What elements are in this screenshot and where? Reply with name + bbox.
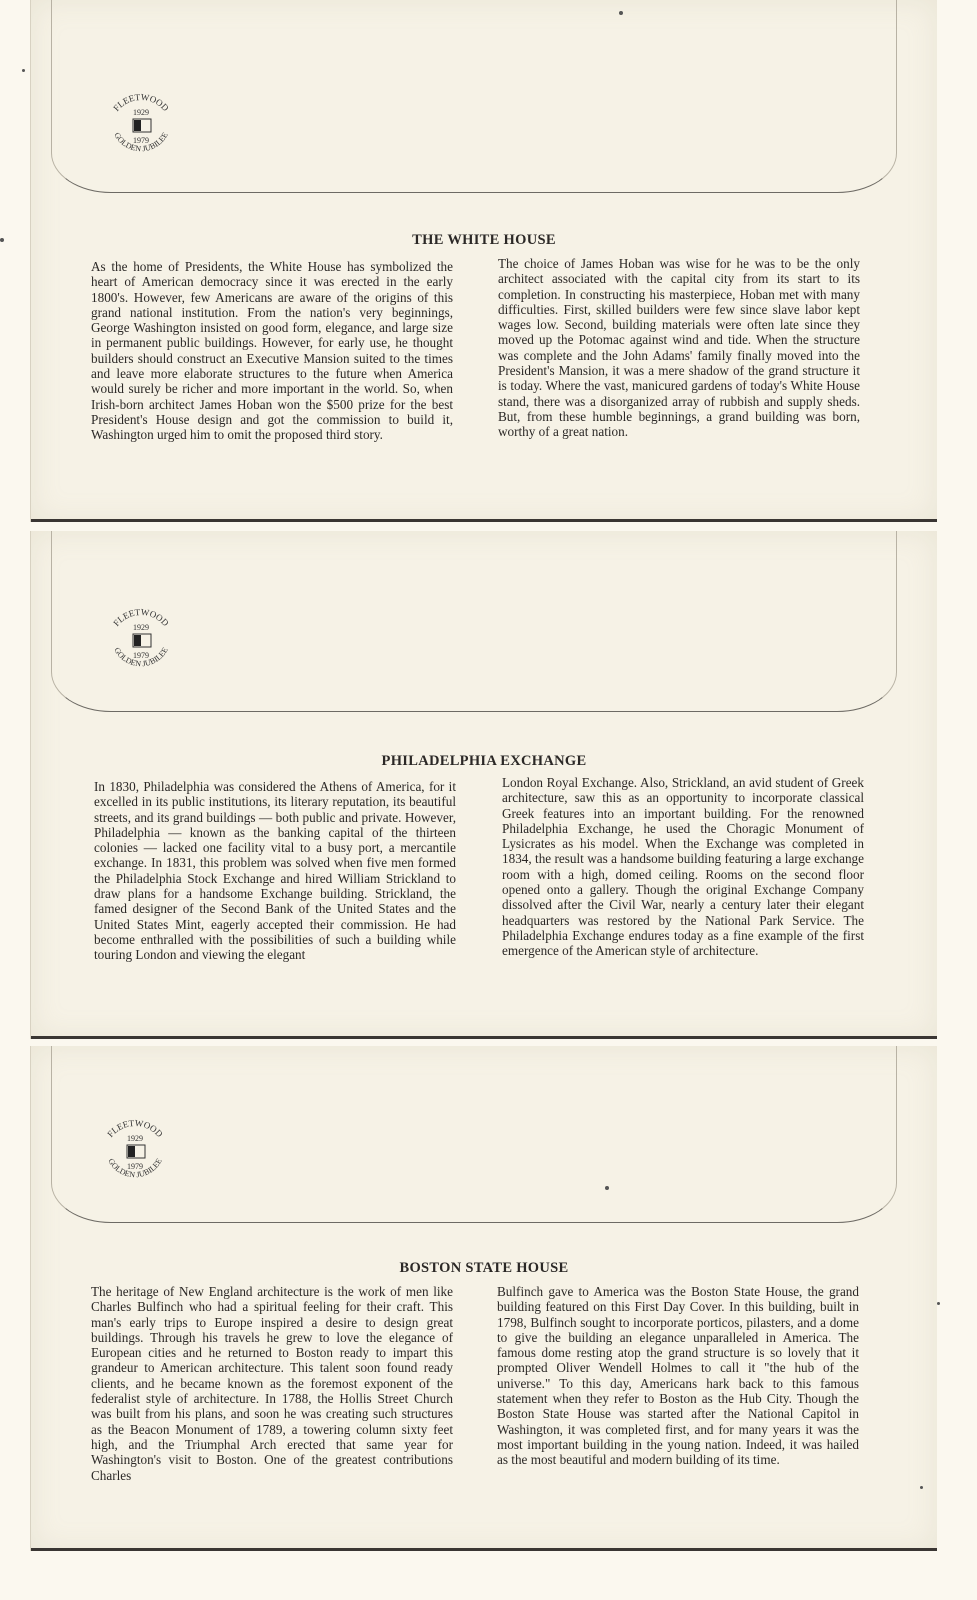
fleetwood-seal-icon bbox=[101, 88, 181, 168]
scan-speck bbox=[920, 1486, 923, 1489]
card-edge bbox=[31, 519, 937, 522]
article-right-column: London Royal Exchange. Also, Strickland, an avid student of Greek architecture, saw this as an opportunity to incorporate classical Greek features into an important building. For the renowned Philadelphia Exchange, he used the Choragic Monument of Lysicrates as his model. When the Exchange was completed in 1834, the result was a handsome building featuring a large exchange room with a high, domed ceiling. Rooms on the second floor opened onto a gallery. Though the original Exchange Company dissolved after the Civil War, nearly a century later their elegant headquarters was restored by the National Park Service. The Philadelphia Exchange endures today as a fine example of the first emergence of the American style of architecture. bbox=[502, 775, 864, 959]
svg-text:1979: 1979 bbox=[127, 1162, 143, 1171]
fleetwood-seal-icon bbox=[95, 1114, 175, 1194]
svg-text:FLEETWOOD: FLEETWOOD bbox=[105, 1117, 165, 1140]
fleetwood-seal-icon bbox=[101, 603, 181, 683]
cover-title: PHILADELPHIA EXCHANGE bbox=[381, 753, 587, 769]
svg-text:GOLDEN JUBILEE: GOLDEN JUBILEE bbox=[106, 1156, 164, 1180]
scan-speck bbox=[605, 1186, 609, 1190]
cover-title: THE WHITE HOUSE bbox=[412, 232, 556, 248]
svg-text:1929: 1929 bbox=[133, 108, 149, 117]
cover-title: BOSTON STATE HOUSE bbox=[399, 1260, 569, 1276]
card-edge bbox=[31, 1548, 937, 1551]
article-left-column: As the home of Presidents, the White House has symbolized the heart of American democracy since it was erected in the early 1800's. However, few Americans are aware of the origins of this grand national institution. From the nation's very beginnings, George Washington insisted on good form, elegance, and large size in permanent public buildings. However, for early use, he thought builders should construct an Executive Mansion suited to the times and leave more elaborate structures to the future when America would surely be richer and more important in the world. So, when Irish-born architect James Hoban won the $500 prize for the best President's House design and got the commission to build it, Washington urged him to omit the proposed third story. bbox=[91, 259, 453, 443]
svg-text:1929: 1929 bbox=[133, 623, 149, 632]
scan-speck bbox=[0, 238, 4, 242]
svg-text:1979: 1979 bbox=[133, 651, 149, 660]
scan-speck bbox=[937, 1302, 940, 1305]
article-left-column: The heritage of New England architecture is the work of men like Charles Bulfinch who had a spiritual feeling for their craft. This man's early trips to Europe inspired a desire to design great buildings. Through his travels he grew to love the elegance of European cities and he returned to Boston ready to impart this grandeur to American architecture. This talent soon found ready clients, and he became known as the foremost exponent of the federalist style of architecture. In 1788, the Hollis Street Church was built from his plans, and soon he was creating such structures as the Beacon Monument of 1789, a towering column sixty feet high, and the Triumphal Arch erected that same year for Washington's visit to Boston. One of the greatest contributions Charles bbox=[91, 1284, 453, 1483]
article-right-column: The choice of James Hoban was wise for he was to be the only architect associated with the capital city from its start to its completion. In constructing his masterpiece, Hoban met with many difficulties. First, skilled builders were few since slave labor kept wages low. Second, building materials were often late since they moved up the Potomac against wind and tide. When the structure was complete and the John Adams' family finally moved into the President's Mansion, it was a mere shadow of the grand structure it is today. Where the vast, manicured gardens of today's White House stand, there was a disorganized array of rubbish and supply sheds. But, from these humble beginnings, a grand building was born, worthy of a great nation. bbox=[498, 256, 860, 440]
svg-text:GOLDEN JUBILEE: GOLDEN JUBILEE bbox=[112, 130, 170, 154]
svg-text:1929: 1929 bbox=[127, 1134, 143, 1143]
svg-text:FLEETWOOD: FLEETWOOD bbox=[111, 606, 171, 629]
cover-card-philadelphia-exchange bbox=[30, 531, 937, 1039]
cover-card-boston-state-house bbox=[30, 1046, 937, 1551]
card-edge bbox=[31, 1036, 937, 1039]
scan-speck bbox=[22, 69, 25, 72]
svg-text:FLEETWOOD: FLEETWOOD bbox=[111, 91, 171, 114]
article-right-column: Bulfinch gave to America was the Boston State House, the grand building featured on this First Day Cover. In this building, built in 1798, Bulfinch sought to incorporate porticos, pilasters, and a dome to give the building an elegance unparalleled in America. The famous dome resting atop the grand structure is so lovely that it prompted Oliver Wendell Holmes to call it "the hub of the universe." To this day, Americans hark back to this famous statement when they refer to Boston as the Hub City. Though the Boston State House was started after the National Capitol in Washington, it was completed first, and for many years it was the most important building in the young nation. Indeed, it was hailed as the most beautiful and modern building of its time. bbox=[497, 1284, 859, 1468]
article-left-column: In 1830, Philadelphia was considered the Athens of America, for it excelled in its public institutions, its literary reputation, its beautiful streets, and its grand buildings — both public and private. However, Philadelphia — known as the banking capital of the thirteen colonies — lacked one facility vital to a busy port, a mercantile exchange. In 1831, this problem was solved when five men formed the Philadelphia Stock Exchange and hired William Strickland to draw plans for a handsome Exchange building. Strickland, the famed designer of the Second Bank of the United States and the United States Mint, eagerly accepted their commission. He had become enthralled with the possibilities of such a building while touring London and viewing the elegant bbox=[94, 779, 456, 963]
scan-speck bbox=[619, 11, 623, 15]
svg-text:1979: 1979 bbox=[133, 136, 149, 145]
svg-text:GOLDEN JUBILEE: GOLDEN JUBILEE bbox=[112, 645, 170, 669]
envelope-flap bbox=[51, 1046, 897, 1223]
cover-card-white-house bbox=[30, 0, 937, 522]
